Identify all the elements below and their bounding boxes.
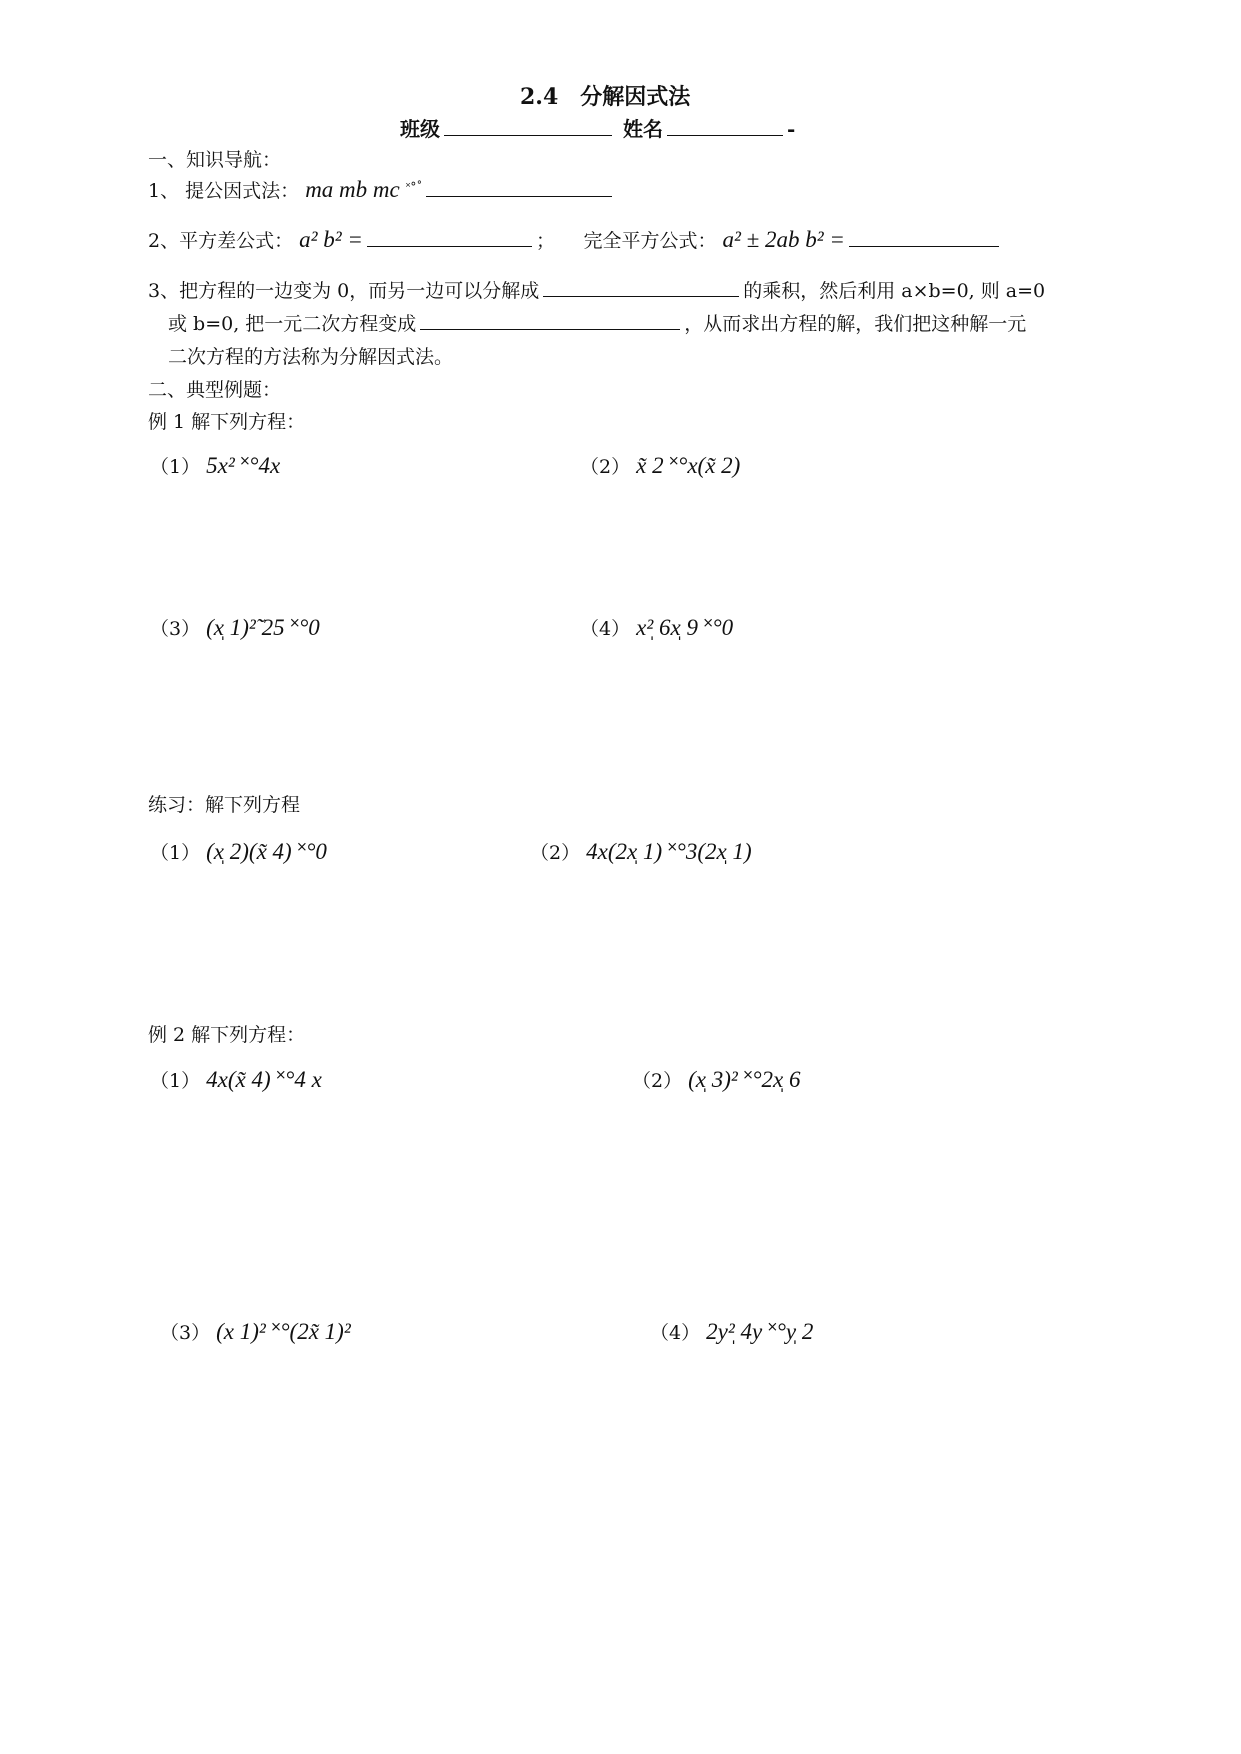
example-1-problem-4 [580, 614, 733, 641]
item3-text-b: 的乘积，然后利用 a×b=0, 则 a=0 [743, 280, 1046, 302]
example-1-problem-2 [580, 452, 740, 479]
knowledge-item-3-line-1 [148, 276, 1045, 303]
problem-number: （1） [150, 456, 201, 478]
item1-symbol: ˟°˚ [405, 180, 423, 194]
problem-number: （2） [530, 842, 581, 864]
problem-number: （3） [150, 618, 201, 640]
problem-expression: x̃ 2 ˟°x(x̃ 2) [636, 453, 741, 478]
class-blank [444, 135, 612, 136]
example-2-problem-1 [150, 1066, 322, 1093]
problem-expression: (x̩ 2)(x̃ 4) ˟°0 [206, 839, 327, 864]
item2-expression: a² b² = [299, 227, 363, 252]
example-1-label: 例 1 解下列方程： [148, 411, 306, 433]
problem-expression: (x 1)² ˟°(2x̃ 1)² [216, 1319, 351, 1344]
item1-blank [426, 196, 612, 197]
example-2-problem-4 [650, 1318, 813, 1345]
name-suffix: - [786, 117, 796, 141]
example-2-problem-3 [160, 1318, 351, 1345]
example-1-problem-3 [150, 614, 320, 641]
problem-number: （1） [150, 842, 201, 864]
knowledge-item-3-line-2 [168, 309, 1026, 336]
knowledge-item-1 [148, 176, 616, 203]
problem-number: （1） [150, 1070, 201, 1092]
practice-label: 练习：解下列方程 [148, 794, 301, 816]
item2-prefix: 2、平方差公式： [148, 230, 294, 252]
problem-number: （4） [650, 1322, 701, 1344]
item3-blank-2 [420, 329, 680, 330]
item2-middle-text: ； 完全平方公式： [535, 230, 717, 252]
item1-prefix: 1、 提公因式法： [148, 180, 300, 202]
example-1-problem-1 [150, 452, 280, 479]
problem-number: （2） [632, 1070, 683, 1092]
class-label: 班级 [400, 117, 440, 141]
problem-number: （3） [160, 1322, 211, 1344]
item2-blank-2 [849, 246, 999, 247]
problem-number: （4） [580, 618, 631, 640]
section-heading-knowledge: 一、知识导航： [148, 149, 282, 171]
section-heading-examples: 二、典型例题： [148, 379, 282, 401]
page-title: 2.4 分解因式法 [520, 84, 691, 110]
problem-expression: (x̩ 3)² ˟°2x̩ 6 [688, 1067, 801, 1092]
student-info-row [400, 113, 795, 142]
problem-expression: 4x(2x̩ 1) ˟°3(2x̩ 1) [586, 839, 752, 864]
item3-text-c: 或 b=0, 把一元二次方程变成 [168, 313, 417, 335]
practice-problem-1 [150, 838, 327, 865]
item3-text-a: 3、把方程的一边变为 0，而另一边可以分解成 [148, 280, 540, 302]
problem-number: （2） [580, 456, 631, 478]
item2-blank-1 [367, 246, 532, 247]
item3-blank-1 [543, 296, 739, 297]
item3-text-d: ，从而求出方程的解，我们把这种解一元 [684, 313, 1027, 335]
item1-expression: ma mb mc [305, 177, 400, 202]
problem-expression: 2y²̩ 4y ˟°y̩ 2 [706, 1319, 814, 1344]
name-label: 姓名 [622, 117, 663, 141]
knowledge-item-3-line-3: 二次方程的方法称为分解因式法。 [168, 346, 454, 368]
practice-problem-2 [530, 838, 752, 865]
problem-expression: (x̩ 1)²̃ 25 ˟°0 [206, 615, 320, 640]
knowledge-item-2 [148, 226, 1003, 253]
problem-expression: x²̩ 6x̩ 9 ˟°0 [636, 615, 734, 640]
problem-expression: 4x(x̃ 4) ˟°4 x [206, 1067, 322, 1092]
example-2-problem-2 [632, 1066, 801, 1093]
example-2-label: 例 2 解下列方程： [148, 1024, 306, 1046]
name-blank [667, 135, 783, 136]
problem-expression: 5x² ˟°4x [206, 453, 281, 478]
item2-expression-2: a² ± 2ab b² = [722, 227, 845, 252]
